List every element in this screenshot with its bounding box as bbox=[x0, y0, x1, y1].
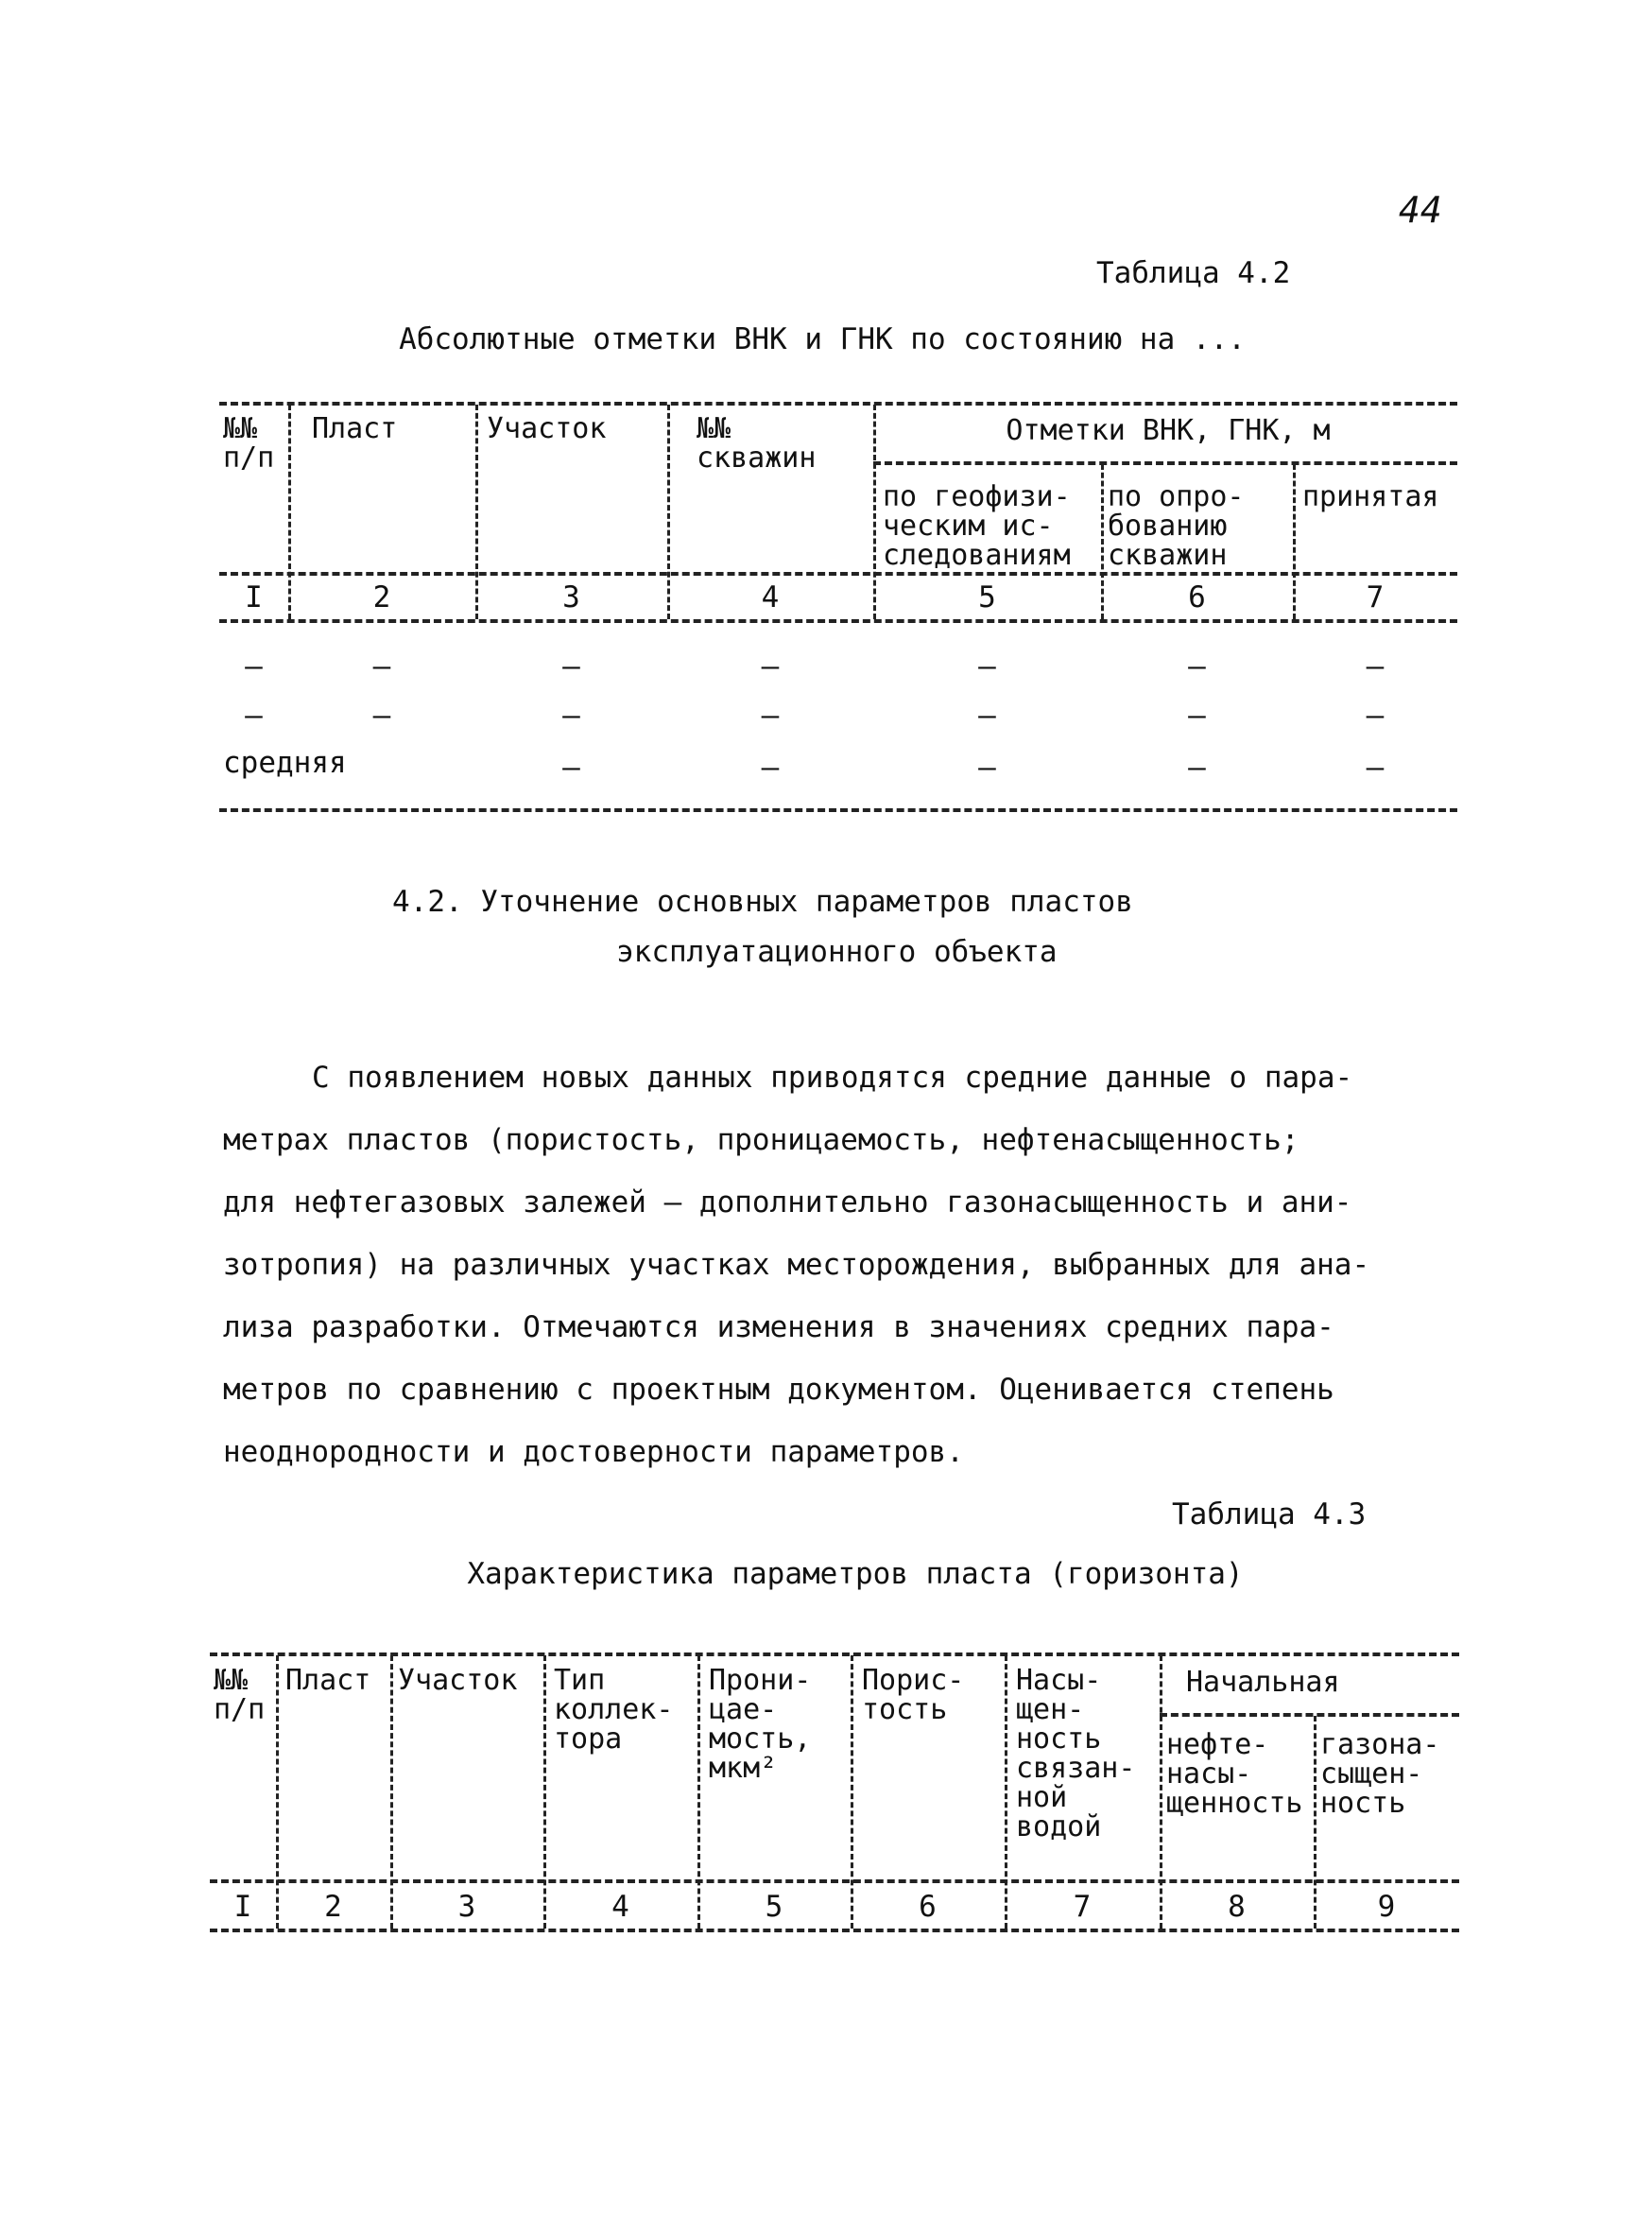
table-cell: – bbox=[761, 699, 780, 733]
table-4-2-header-geophysics: по геофизи- ческим ис- следованиям bbox=[883, 480, 1071, 572]
section-heading-line1: 4.2. Уточнение основных параметров пластов bbox=[392, 885, 1133, 919]
table-4-2-column-number: 3 bbox=[562, 580, 580, 614]
table-4-3-column-number: 2 bbox=[324, 1890, 342, 1924]
table-4-3-header-number: №№ п/п bbox=[214, 1664, 266, 1726]
table-cell: – bbox=[1188, 699, 1206, 733]
table-4-3-header-gas-saturation: газона- сыщен- ность bbox=[1320, 1728, 1440, 1820]
table-4-3-title: Характеристика параметров пласта (горизонта) bbox=[467, 1557, 1244, 1591]
table-cell: – bbox=[761, 751, 780, 785]
table-4-3-column-number: 8 bbox=[1228, 1890, 1246, 1924]
table-4-3-header-layer: Пласт bbox=[285, 1664, 371, 1697]
table-cell: – bbox=[372, 699, 391, 733]
paragraph-line: зотропия) на различных участках месторождения, выбранных для ана- bbox=[223, 1248, 1370, 1282]
table-4-3-header-group: Начальная bbox=[1186, 1666, 1340, 1699]
table-cell: – bbox=[372, 649, 391, 683]
table-cell: – bbox=[562, 649, 580, 683]
table-cell: – bbox=[1366, 699, 1385, 733]
table-4-3-col-divider bbox=[276, 1655, 279, 1929]
table-4-3-column-number: 5 bbox=[765, 1890, 783, 1924]
table-4-3-col-divider bbox=[697, 1655, 700, 1929]
table-4-2-header-rule bbox=[219, 572, 1457, 576]
table-4-3-column-number: 7 bbox=[1073, 1890, 1092, 1924]
table-4-2-header-group: Отметки ВНК, ГНК, м bbox=[1006, 414, 1331, 447]
table-4-3-column-number: 4 bbox=[611, 1890, 629, 1924]
table-4-3-col-divider bbox=[543, 1655, 546, 1929]
table-4-3-column-number: 3 bbox=[457, 1890, 476, 1924]
table-cell: – bbox=[1188, 751, 1206, 785]
table-4-3-col-divider bbox=[1160, 1655, 1162, 1929]
table-4-3-label: Таблица 4.3 bbox=[1172, 1497, 1367, 1531]
table-4-3-column-number: I bbox=[233, 1890, 252, 1924]
table-4-3-col-divider bbox=[390, 1655, 393, 1929]
table-cell: – bbox=[562, 751, 580, 785]
table-cell: – bbox=[978, 751, 996, 785]
table-4-3-column-number: 6 bbox=[919, 1890, 937, 1924]
table-cell: – bbox=[562, 699, 580, 733]
table-4-3-column-number: 9 bbox=[1377, 1890, 1396, 1924]
table-4-3-header-area: Участок bbox=[398, 1664, 518, 1697]
table-cell-average-label: средняя bbox=[223, 746, 347, 780]
paragraph-line: неоднородности и достоверности параметров. bbox=[223, 1435, 964, 1469]
table-4-2-header-accepted: принятая bbox=[1302, 480, 1439, 513]
table-4-2-label: Таблица 4.2 bbox=[1096, 256, 1291, 290]
table-4-3-col-divider bbox=[1005, 1655, 1007, 1929]
table-4-2-header-wells: №№ скважин bbox=[697, 412, 817, 475]
table-4-3-bottom-rule bbox=[210, 1929, 1459, 1932]
table-4-3-group-rule bbox=[1160, 1713, 1459, 1717]
table-cell: – bbox=[761, 649, 780, 683]
table-4-2-column-number: 2 bbox=[372, 580, 391, 614]
table-4-2-group-rule bbox=[873, 461, 1457, 465]
table-4-3-top-rule bbox=[210, 1652, 1459, 1656]
table-4-3-col-divider bbox=[851, 1655, 853, 1929]
table-4-3-header-bound-water: Насы- щен- ность связан- ной водой bbox=[1016, 1664, 1136, 1843]
table-4-2-column-number: 5 bbox=[978, 580, 996, 614]
table-4-2-title: Абсолютные отметки ВНК и ГНК по состоянию на ... bbox=[399, 322, 1246, 356]
table-4-3-header-collector-type: Тип коллек- тора bbox=[554, 1664, 674, 1756]
table-4-2-bottom-rule bbox=[219, 808, 1457, 812]
table-cell: – bbox=[1188, 649, 1206, 683]
paragraph-line: для нефтегазовых залежей – дополнительно газонасыщенность и ани- bbox=[223, 1185, 1352, 1220]
table-4-2-top-rule bbox=[219, 402, 1457, 406]
table-cell: – bbox=[245, 699, 263, 733]
page-number: 44 bbox=[1399, 189, 1442, 231]
table-4-3-header-rule bbox=[210, 1879, 1459, 1883]
table-4-3-header-porosity: Порис- тость bbox=[862, 1664, 965, 1726]
table-4-2-column-number: 7 bbox=[1366, 580, 1385, 614]
paragraph-line: лиза разработки. Отмечаются изменения в значениях средних пара- bbox=[223, 1310, 1334, 1344]
paragraph-line: С появлением новых данных приводятся средние данные о пара- bbox=[312, 1061, 1353, 1095]
table-4-2-header-layer: Пласт bbox=[312, 412, 398, 445]
table-4-2-column-number: 6 bbox=[1188, 580, 1206, 614]
table-cell: – bbox=[1366, 751, 1385, 785]
paragraph-line: метров по сравнению с проектным документом. Оценивается степень bbox=[223, 1373, 1334, 1407]
table-4-2-column-number: 4 bbox=[761, 580, 780, 614]
table-4-2-column-number: I bbox=[245, 580, 263, 614]
table-cell: – bbox=[978, 699, 996, 733]
table-cell: – bbox=[1366, 649, 1385, 683]
table-cell: – bbox=[978, 649, 996, 683]
table-4-2-number-rule bbox=[219, 619, 1457, 623]
table-4-3-header-permeability: Прони- цае- мость, мкм² bbox=[709, 1664, 812, 1785]
table-4-2-header-testing: по опро- бованию скважин bbox=[1108, 480, 1245, 572]
section-heading-line2: эксплуатационного объекта bbox=[616, 935, 1058, 969]
table-4-2-header-number: №№ п/п bbox=[223, 412, 275, 475]
paragraph-line: метрах пластов (пористость, проницаемость, нефтенасыщенность; bbox=[223, 1123, 1299, 1157]
table-4-3-header-oil-saturation: нефте- насы- щенность bbox=[1166, 1728, 1303, 1820]
table-cell: – bbox=[245, 649, 263, 683]
table-4-2-header-area: Участок bbox=[487, 412, 607, 445]
